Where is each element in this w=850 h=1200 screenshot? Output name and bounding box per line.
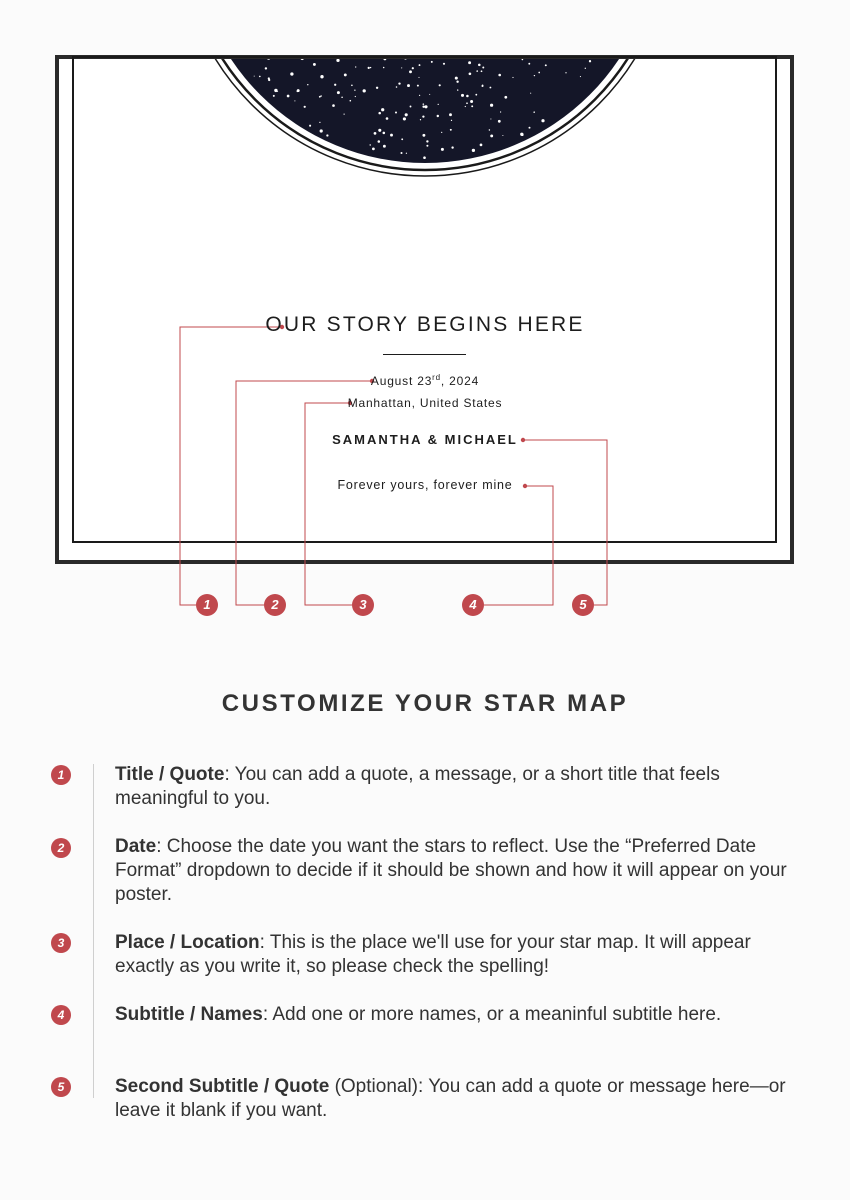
item-badge-2: 2 <box>51 838 71 858</box>
star <box>297 90 299 92</box>
star <box>319 96 321 98</box>
star <box>500 111 501 112</box>
star <box>344 73 347 76</box>
star <box>490 134 493 137</box>
star <box>320 129 323 132</box>
star <box>472 149 475 152</box>
star <box>419 95 420 96</box>
star <box>368 67 370 69</box>
star <box>475 94 477 96</box>
star <box>449 113 452 116</box>
star <box>504 96 507 99</box>
star <box>480 144 483 147</box>
star <box>401 67 402 68</box>
star <box>378 129 381 132</box>
star <box>410 106 412 108</box>
star <box>489 129 490 130</box>
star <box>403 117 406 120</box>
star <box>424 105 427 108</box>
star <box>478 64 481 67</box>
star <box>395 111 397 113</box>
star <box>309 125 311 127</box>
star <box>461 94 464 97</box>
star <box>469 72 472 75</box>
star <box>580 76 581 77</box>
star <box>268 77 270 79</box>
star <box>426 145 428 147</box>
star <box>390 134 393 137</box>
star <box>370 144 371 145</box>
star <box>482 67 484 69</box>
item-badge-4: 4 <box>51 1005 71 1025</box>
list-divider-line <box>93 764 94 1098</box>
star <box>490 118 491 119</box>
star <box>468 61 471 64</box>
star <box>386 117 389 120</box>
star <box>341 97 343 99</box>
star <box>585 68 586 69</box>
star <box>398 82 400 84</box>
star <box>528 63 530 65</box>
star <box>409 70 412 73</box>
star <box>529 127 531 129</box>
star <box>336 59 339 62</box>
star <box>273 95 275 97</box>
star <box>466 102 468 104</box>
star <box>502 135 503 136</box>
star <box>465 106 466 107</box>
star <box>355 96 356 97</box>
callout-badge-1: 1 <box>196 594 218 616</box>
star <box>332 104 335 107</box>
star <box>466 95 469 98</box>
callout-badge-2: 2 <box>264 594 286 616</box>
star <box>419 64 421 66</box>
callout-badge-5: 5 <box>572 594 594 616</box>
star <box>383 132 386 135</box>
star <box>422 115 424 117</box>
star <box>378 140 381 143</box>
star <box>422 106 424 108</box>
star <box>355 66 356 67</box>
star <box>400 152 402 154</box>
star <box>363 89 366 92</box>
list-item-date: Date: Choose the date you want the stars to reflect. Use the “Preferred Date Format” dropdown to decide if it should be shown and how it will appear on your poster. <box>115 836 787 905</box>
star <box>476 70 478 72</box>
star <box>545 64 547 66</box>
callout-badge-4: 4 <box>462 594 484 616</box>
star <box>481 70 483 72</box>
star <box>429 94 430 95</box>
star <box>441 132 442 133</box>
star <box>376 87 378 89</box>
star <box>481 85 483 87</box>
item-badge-5: 5 <box>51 1077 71 1097</box>
star <box>406 153 407 154</box>
star <box>471 105 473 107</box>
poster-divider <box>383 354 466 355</box>
star <box>265 67 267 69</box>
star <box>431 61 433 63</box>
star <box>489 87 491 89</box>
star <box>438 104 439 105</box>
star <box>451 120 452 121</box>
star <box>407 84 410 87</box>
star <box>294 100 295 101</box>
star <box>520 133 523 136</box>
star <box>534 75 535 76</box>
poster-quote: Forever yours, forever mine <box>337 478 513 492</box>
star <box>337 91 340 94</box>
poster-title: OUR STORY BEGINS HERE <box>265 313 585 336</box>
star <box>538 72 540 74</box>
star <box>401 138 403 140</box>
star <box>374 132 377 135</box>
star <box>417 85 419 87</box>
star <box>405 113 408 116</box>
item-badge-1: 1 <box>51 765 71 785</box>
item-badge-3: 3 <box>51 933 71 953</box>
star <box>372 148 375 151</box>
star <box>512 77 513 78</box>
star <box>313 63 316 66</box>
star <box>418 77 419 78</box>
star <box>354 90 355 91</box>
star <box>383 145 386 148</box>
star <box>426 140 428 142</box>
list-item-place: Place / Location: This is the place we'll use for your star map. It will appear exactly as you write it, so please check the spelling! <box>115 932 751 977</box>
star <box>307 84 308 85</box>
callout-badge-3: 3 <box>352 594 374 616</box>
star <box>441 148 444 151</box>
star <box>423 156 426 159</box>
star <box>378 112 381 115</box>
list-item-title-quote: Title / Quote: You can add a quote, a message, or a short title that feels meaningful to you. <box>115 764 720 809</box>
star <box>490 104 493 107</box>
list-item-second-subtitle: Second Subtitle / Quote (Optional): You can add a quote or message here—or leave it blank if you want. <box>115 1076 786 1121</box>
star <box>450 129 452 131</box>
star <box>470 100 473 103</box>
star <box>455 77 458 80</box>
list-item-subtitle: Subtitle / Names: Add one or more names, or a meaninful subtitle here. <box>115 1004 722 1025</box>
star <box>423 103 425 105</box>
star <box>383 67 385 69</box>
star <box>498 120 501 123</box>
star <box>334 84 336 86</box>
poster-date: August 23rd, 2024 <box>370 373 480 388</box>
star <box>319 122 320 123</box>
star <box>381 108 384 111</box>
star <box>456 81 458 83</box>
star <box>274 89 277 92</box>
star <box>290 72 293 75</box>
star <box>451 146 453 148</box>
star <box>326 134 328 136</box>
star <box>439 84 441 86</box>
poster-place: Manhattan, United States <box>347 396 503 410</box>
star <box>437 115 439 117</box>
star <box>457 89 458 90</box>
star <box>351 85 353 87</box>
poster-names: SAMANTHA & MICHAEL <box>332 432 518 447</box>
star <box>565 72 566 73</box>
star <box>498 74 501 77</box>
star <box>420 119 421 120</box>
star <box>530 93 531 94</box>
star <box>254 76 255 77</box>
section-heading: CUSTOMIZE YOUR STAR MAP <box>221 690 629 717</box>
star <box>287 95 290 98</box>
star <box>412 67 414 69</box>
star <box>259 76 261 78</box>
star <box>533 111 535 113</box>
star <box>541 119 544 122</box>
star <box>443 63 445 65</box>
star <box>304 106 306 108</box>
star <box>589 60 591 62</box>
star <box>370 67 371 68</box>
star <box>422 134 425 137</box>
star <box>344 114 345 115</box>
star <box>320 75 323 78</box>
star <box>350 100 352 102</box>
star <box>396 86 398 88</box>
